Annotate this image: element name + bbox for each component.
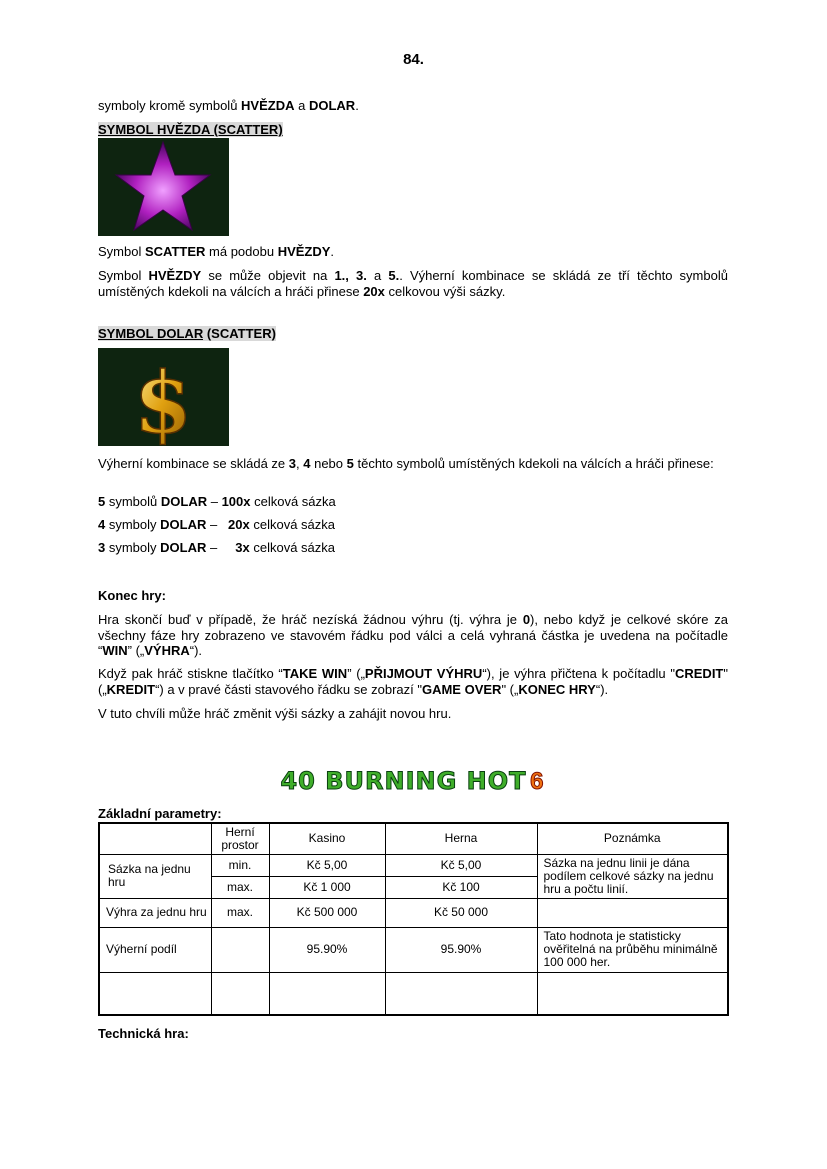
text: a [366, 268, 389, 283]
text: celková sázka [249, 517, 336, 532]
bold-text: 5 [346, 456, 354, 471]
params-heading: Základní parametry: [98, 806, 222, 821]
text: Hra skončí buď v případě, že hráč nezíská žádnou výhru (tj. výhra je [98, 612, 523, 627]
bold-text: 3x [235, 540, 250, 555]
text: se může objevit na [201, 268, 335, 283]
cell: Kč 5,00 [385, 854, 537, 876]
bold-text: 4 [98, 517, 106, 532]
bold-text: TAKE WIN [282, 666, 348, 681]
bold-text: 0 [522, 612, 531, 627]
cell [537, 972, 728, 1015]
bold-text: HVĚZDY [148, 268, 202, 283]
text: ), nebo když je celkové skóre za všechny fáze hry zobrazeno ve stavovém řádku pod válci a celá vyhraná částka je uvedena na počítadle “ [98, 612, 732, 658]
text: a [294, 98, 309, 113]
bold-text: 1., 3. [334, 268, 367, 283]
bold-text: DOLAR [160, 540, 207, 555]
cell [269, 972, 385, 1015]
text: Když pak hráč stiskne tlačítko “ [98, 666, 283, 681]
logo-six: 6 [530, 768, 544, 795]
text: ” („ [127, 643, 145, 658]
parameters-table [98, 822, 729, 1016]
bold-text: 3 [288, 456, 297, 471]
bold-text: VÝHRA [144, 643, 190, 658]
cell [211, 927, 269, 972]
text: “). [595, 681, 609, 697]
bold-text: 20x [363, 283, 385, 299]
header-cell: Kasino [269, 823, 385, 854]
text: symboly [105, 517, 161, 532]
text: – [207, 494, 222, 509]
page-number: 84. [403, 51, 424, 68]
intro-text [98, 98, 728, 114]
text: V tuto chvíli může hráč změnit výši sázky a zahájit novou hru. [98, 706, 452, 721]
bold-text: 3 [98, 540, 106, 555]
cell [537, 898, 728, 927]
bold-text: DOLAR [160, 517, 207, 532]
text: “) a v pravé části stavového řádku se zobrazí " [155, 681, 422, 697]
bold-text: DOLAR [308, 98, 356, 113]
text: symbolů [105, 494, 161, 509]
cell: 95.90% [269, 927, 385, 972]
text: Výherní kombinace se skládá ze [98, 456, 289, 471]
note-cell: Tato hodnota je statisticky ověřitelná na průběhu minimálně 100 000 her. [537, 927, 728, 972]
text: celkovou výši sázky. [384, 283, 506, 299]
text: ” („ [347, 666, 365, 681]
header-cell: Herna [385, 823, 537, 854]
text: – [206, 517, 229, 532]
text: . Výherní kombinace se skládá ze tří těchto symbolů umístěných kdekoli na válcích a hráči přinese [98, 268, 732, 299]
text: nebo [310, 456, 347, 471]
header-cell: Herní prostor [211, 823, 269, 854]
bold-text: KREDIT [106, 681, 156, 697]
bold-text: 5 [98, 494, 106, 509]
dolar-heading-suffix: (SCATTER) [203, 326, 276, 341]
bold-text: 5. [388, 268, 400, 283]
dolar-description [98, 456, 728, 472]
tech-heading: Technická hra: [98, 1026, 189, 1041]
bold-text: DOLAR [160, 494, 208, 509]
text: “), je výhra přičtena k počítadlu " [482, 666, 675, 681]
bold-text: 4 [303, 456, 311, 471]
text: " („ [501, 681, 519, 697]
text: “). [189, 643, 203, 658]
cell: Kč 1 000 [269, 876, 385, 898]
logo-text: 40 BURNING HOT [280, 767, 527, 795]
text: . [330, 244, 335, 259]
end-paragraph-1 [98, 612, 732, 659]
table-row [99, 927, 728, 972]
text: těchto symbolů umístěných kdekoli na válcích a hráči přinese: [353, 456, 714, 471]
cell [385, 972, 537, 1015]
end-paragraph-3 [98, 706, 728, 722]
cell: Kč 5,00 [269, 854, 385, 876]
star-heading: SYMBOL HVĚZDA (SCATTER) [98, 122, 283, 137]
cell: Kč 100 [385, 876, 537, 898]
star-rules [98, 268, 732, 299]
end-heading: Konec hry: [98, 588, 166, 603]
cell [99, 972, 211, 1015]
bold-text: HVĚZDA [241, 98, 295, 113]
cell: 95.90% [385, 927, 537, 972]
text: celková sázka [250, 494, 336, 509]
dolar-payout-4 [98, 517, 728, 533]
text: má podobu [205, 244, 278, 259]
header-cell: Poznámka [537, 823, 728, 854]
bold-text: PŘIJMOUT VÝHRU [364, 666, 483, 681]
cell: max. [211, 898, 269, 927]
bold-text: WIN [102, 643, 128, 658]
dolar-payout-5 [98, 494, 728, 510]
table-row [99, 898, 728, 927]
text: celková sázka [249, 540, 335, 555]
row-label: Výhra za jednu hru [99, 898, 211, 927]
cell: Kč 50 000 [385, 898, 537, 927]
dollar-symbol-image [98, 348, 229, 446]
svg-text:$: $ [133, 353, 193, 446]
bold-text: 100x [221, 494, 251, 509]
text: symboly [105, 540, 161, 555]
note-cell: Sázka na jednu linii je dána podílem celkové sázky na jednu hru a počtu linií. [537, 854, 728, 898]
bold-text: SCATTER [144, 244, 206, 259]
cell: Kč 500 000 [269, 898, 385, 927]
cell: max. [211, 876, 269, 898]
text: " („ [98, 666, 732, 697]
row-label: Sázka na jednu hru [99, 854, 211, 898]
text: symboly kromě symbolů [98, 98, 242, 113]
text: – [206, 540, 236, 555]
row-label: Výherní podíl [99, 927, 211, 972]
header-cell [99, 823, 211, 854]
table-row [99, 854, 728, 876]
bold-text: KONEC HRY [518, 681, 596, 697]
star-symbol-image [98, 138, 229, 236]
table-row-empty [99, 972, 728, 1015]
bold-text: HVĚZDY [277, 244, 331, 259]
dolar-payout-3 [98, 540, 728, 556]
star-description [98, 244, 728, 260]
bold-text: 20x [228, 517, 250, 532]
table-header-row [99, 823, 728, 854]
cell: min. [211, 854, 269, 876]
game-logo [252, 767, 572, 795]
cell [211, 972, 269, 1015]
bold-text: GAME OVER [421, 681, 502, 697]
text: . [355, 98, 359, 113]
text: Symbol [98, 244, 145, 259]
text: , [296, 456, 304, 471]
end-paragraph-2 [98, 666, 732, 697]
bold-text: CREDIT [674, 666, 724, 681]
text: Symbol [98, 268, 149, 283]
dolar-heading: SYMBOL DOLAR [98, 326, 204, 341]
